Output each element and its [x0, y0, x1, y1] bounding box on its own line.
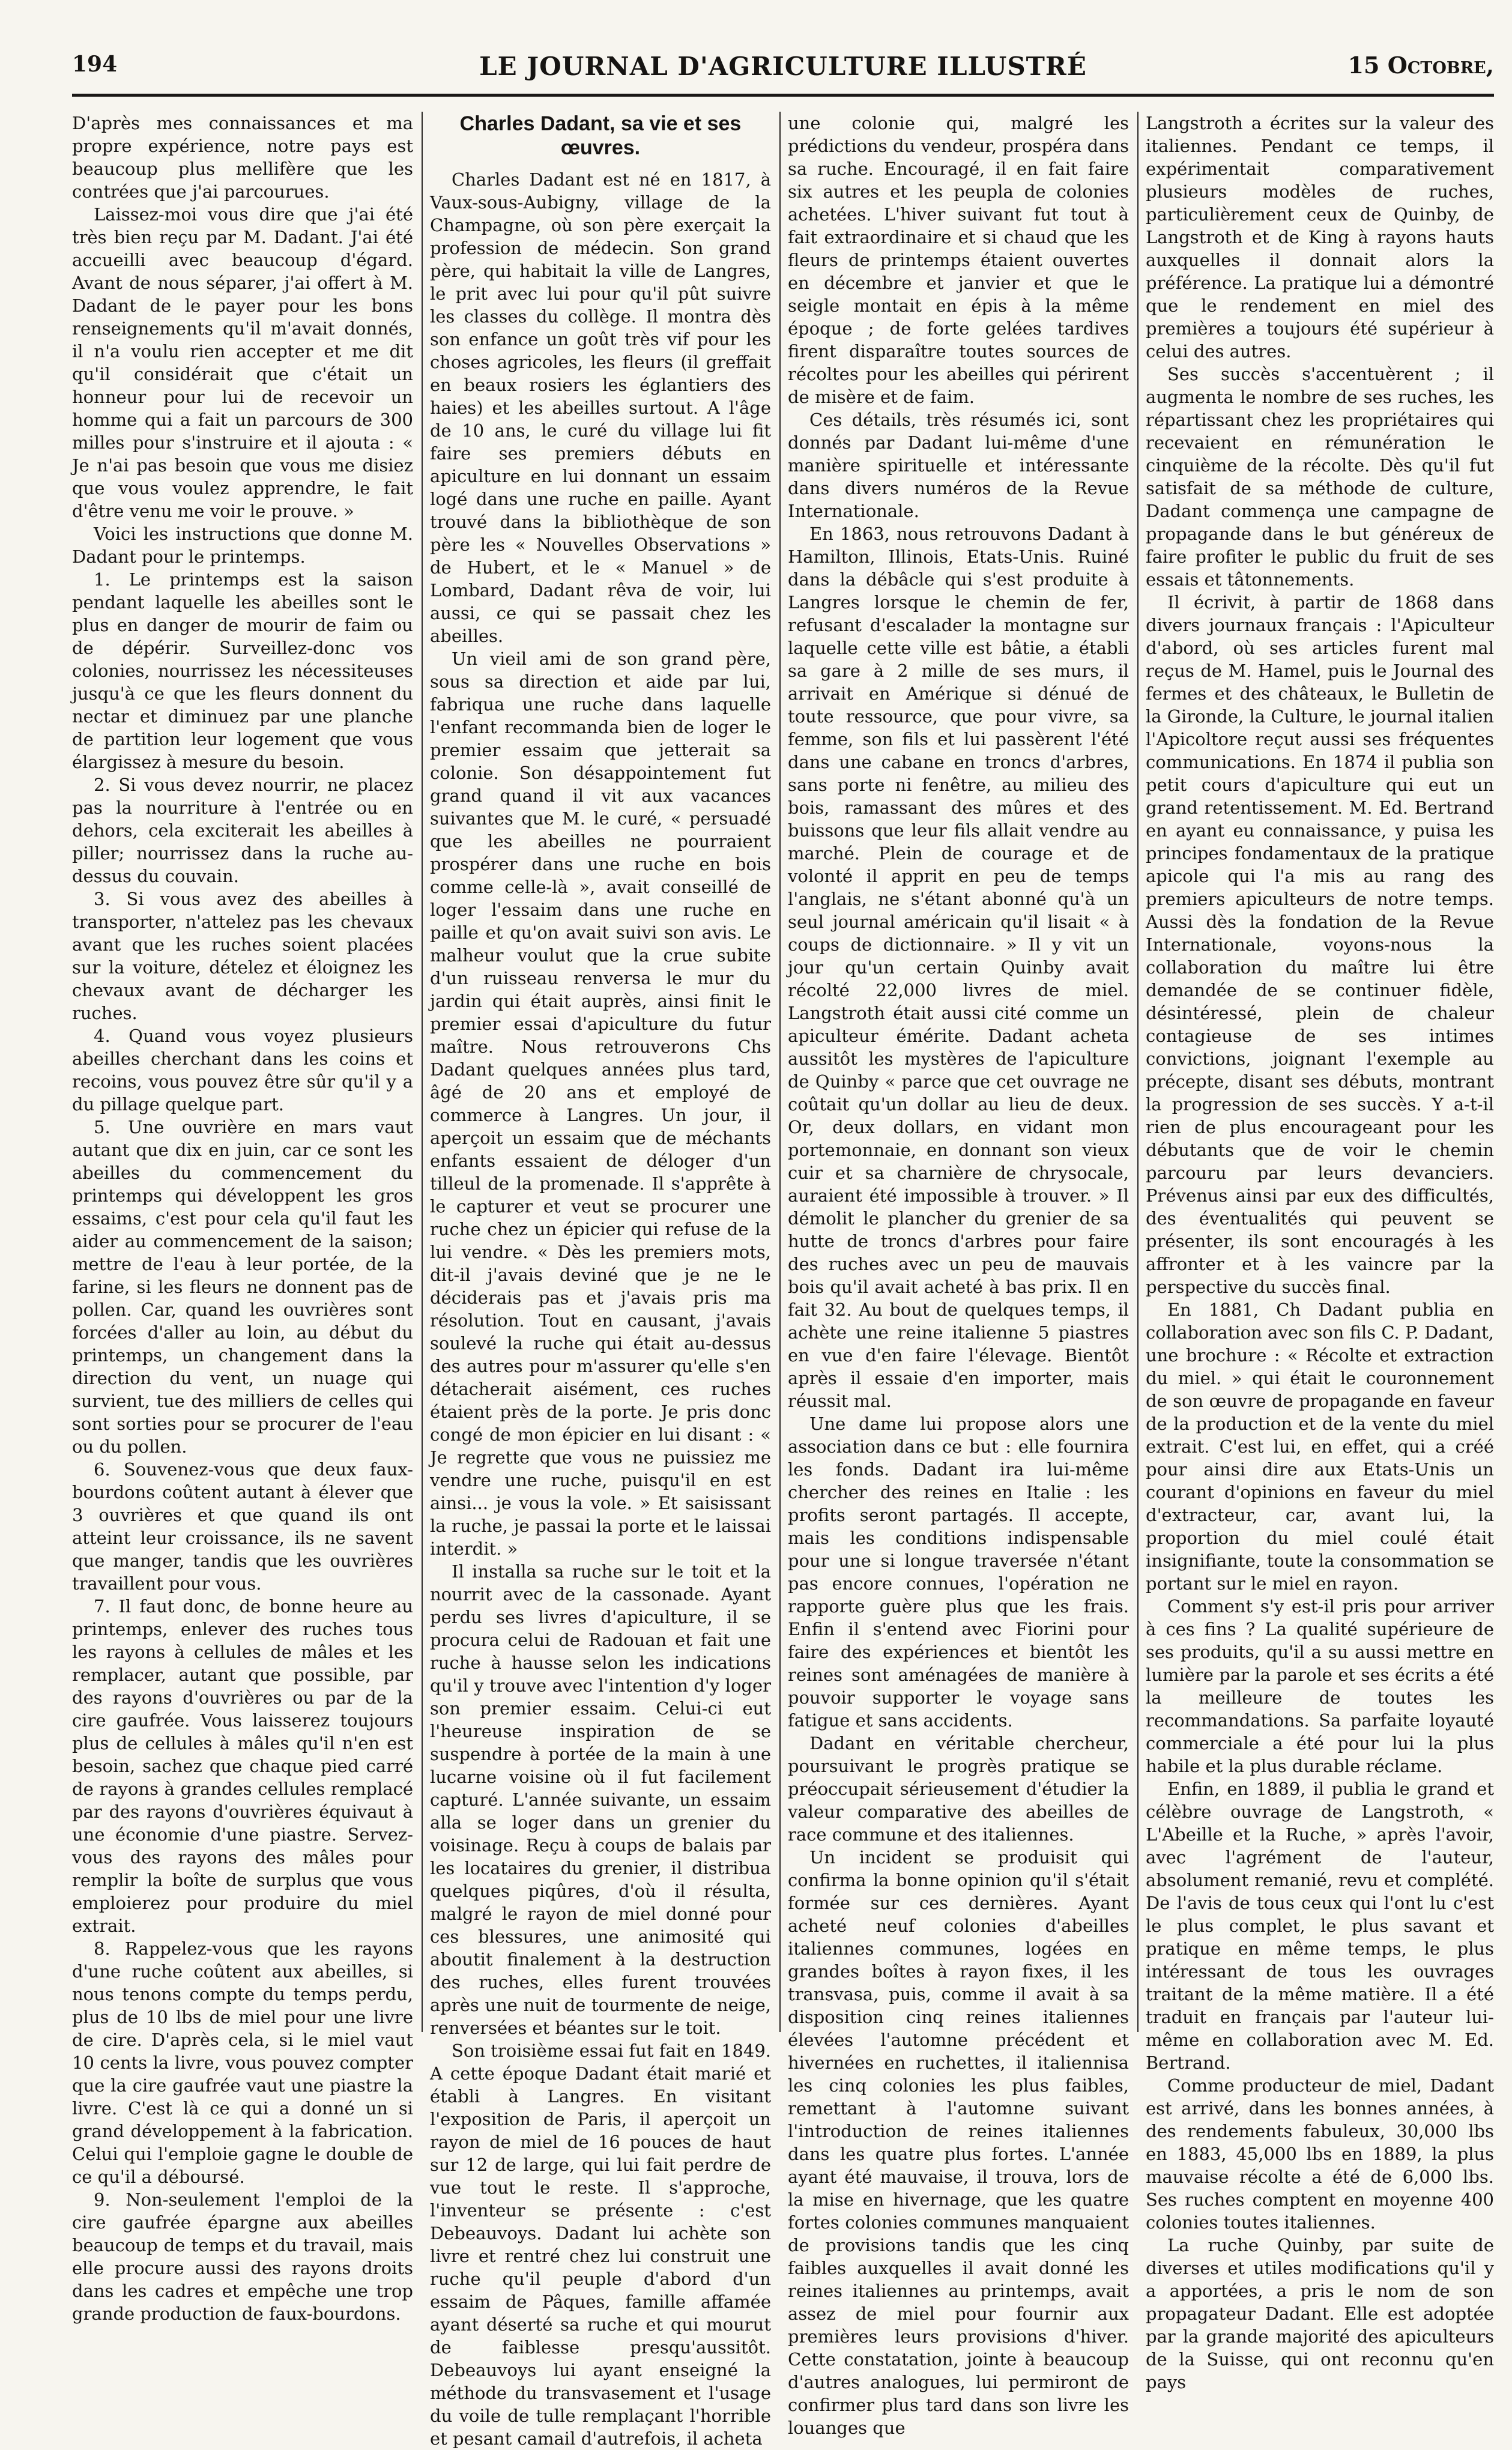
paragraph: 2. Si vous devez nourrir, ne placez pas la nourriture à l'entrée ou en dehors, cela exciterait les abeilles à piller; nourrissez dans la ruche au-dessus du couvain.	[72, 775, 413, 886]
paragraph: Son troisième essai fut fait en 1849. A cette époque Dadant était marié et établi à Langres. En visitant l'exposition de Paris, il aperçoit un rayon de miel de 16 pouces de haut sur 12 de large, qui lui fait perdre de vue tout le reste. Il s'approche, l'inventeur se présente : c'est Debeauvoys. Dadant lui achète son livre et rentré chez lui construit une ruche qu'il peuple d'abord d'un essaim de Pâques, famille affamée ayant déserté sa ruche et qui mourut de faiblesse presqu'aussitôt. Debeauvoys lui ayant enseigné la méthode du transvasement et l'usage du voile de tulle remplaçant l'horrible et pesant camail d'autrefois, il acheta	[430, 2040, 771, 2449]
text-column-2	[430, 112, 771, 2449]
column-divider	[1137, 112, 1139, 2032]
paragraph: Enfin, en 1889, il publia le grand et célèbre ouvrage de Langstroth, « L'Abeille et la Ruche, » après l'avoir, avec l'agrément de l'auteur, absolument remanié, revu et complété. De l'avis de tous ceux qui l'ont lu c'est le plus complet, le plus savant et pratique en même temps, le plus intéressant de tous les ouvrages traitant de la même matière. Il a été traduit en français par l'auteur lui-même en collaboration avec M. Ed. Bertrand.	[1146, 1779, 1494, 2073]
paragraph: Il écrivit, à partir de 1868 dans divers journaux français : l'Apiculteur d'abord, où ses articles furent mal reçus de M. Hamel, puis le Journal des fermes et des châteaux, le Bulletin de la Gironde, la Culture, le journal italien l'Apicoltore reçut aussi ses fréquentes communications. En 1874 il publia son petit cours d'apiculture qui eut un grand retentissement. M. Ed. Bertrand en ayant eu connaissance, y puisa les principes fondamentaux de la pratique apicole qui l'a mis au rang des premiers apiculteurs de notre temps. Aussi dès la fondation de la Revue Internationale, voyons-nous la collaboration du maître lui être demandée de se continuer fidèle, désintéressé, plein de chaleur contagieuse de ses intimes convictions, joignant l'exemple au précepte, disant ses débuts, montrant la progression de ses succès. Y a-t-il rien de plus encourageant pour les débutants que de voir le chemin parcouru par leurs devanciers. Prévenus ainsi par eux des difficultés, des éventualités qui peuvent se présenter, ils sont encouragés à les affronter et à les vaincre par la perspective du succès final.	[1146, 592, 1494, 1297]
text-column-1	[72, 112, 413, 2324]
paragraph: Laissez-moi vous dire que j'ai été très bien reçu par M. Dadant. J'ai été accueilli avec beaucoup d'égard. Avant de nous séparer, j'ai offert à M. Dadant de le payer pour les bons renseignements qu'il m'avait donnés, il n'a voulu rien accepter et me dit qu'il considérait que c'était un honneur pour lui de recevoir un homme qui a fait un parcours de 300 milles pour s'instruire et il ajouta : « Je n'ai pas besoin que vous me disiez que vous voulez apprendre, le fait d'être venu me voir le prouve. »	[72, 204, 413, 521]
text-column-4	[1146, 112, 1494, 2392]
paragraph: Langstroth a écrites sur la valeur des italiennes. Pendant ce temps, il expérimentait comparativement plusieurs modèles de ruches, particulièrement ceux de Quinby, de Langstroth et de King à rayons hauts auxquelles il donnait alors la préférence. La pratique lui a démontré que le rendement en miel des premières a toujours été supérieur à celui des autres.	[1146, 113, 1494, 361]
paragraph: 4. Quand vous voyez plusieurs abeilles cherchant dans les coins et recoins, vous pouvez être sûr qu'il y a du pillage quelque part.	[72, 1026, 413, 1115]
journal-title: LE JOURNAL D'AGRICULTURE ILLUSTRÉ	[479, 52, 1087, 81]
paragraph: Un incident se produisit qui confirma la bonne opinion qu'il s'était formée sur ces dernières. Ayant acheté neuf colonies d'abeilles italiennes communes, logées en grandes boîtes à rayon fixes, il les transvasa, puis, comme il avait à sa disposition cinq reines italiennes élevées l'automne précédent et hivernées en ruchettes, il italiennisa les cinq colonies les plus faibles, remettant à l'automne suivant l'introduction de reines italiennes dans les quatre plus fortes. L'année ayant été mauvaise, il trouva, lors de la mise en hivernage, que les quatre fortes colonies communes manquaient de provisions tandis que les cinq faibles auxquelles il avait donné les reines italiennes au printemps, avait assez de miel pour fournir aux premières leurs provisions d'hiver. Cette constatation, jointe à beaucoup d'autres analogues, lui permiront de confirmer plus tard dans son livre les louanges que	[788, 1847, 1129, 2438]
page-number: 194	[72, 52, 118, 77]
paragraph: Comme producteur de miel, Dadant est arrivé, dans les bonnes années, à des rendements fabuleux, 30,000 lbs en 1883, 45,000 lbs en 1889, la plus mauvaise récolte a été de 6,000 lbs. Ses ruches comptent en moyenne 400 colonies toutes italiennes.	[1146, 2075, 1494, 2233]
paragraph: Un vieil ami de son grand père, sous sa direction et aide par lui, fabriqua une ruche dans laquelle l'enfant recommanda bien de loger le premier essaim que jetterait sa colonie. Son désappointement fut grand quand il vit aux vacances suivantes que M. le curé, « persuadé que les abeilles ne pourraient prospérer dans une ruche en bois comme celle-là », avait conseillé de loger l'essaim dans une ruche en paille et qu'on avait suivi son avis. Le malheur voulut que la crue subite d'un ruisseau renversa le mur du jardin qui était auprès, ainsi finit le premier essai d'apiculture du futur maître. Nous retrouverons Chs Dadant quelques années plus tard, âgé de 20 ans et employé de commerce à Langres. Un jour, il aperçoit un essaim que de méchants enfants essaient de déloger d'un tilleul de la promenade. Il s'apprête à le capturer et veut se procurer une ruche chez un épicier qui refuse de la lui vendre. « Dès les premiers mots, dit-il j'avais deviné que je ne le déciderais pas et j'avais pris ma résolution. Tout en causant, j'avais soulevé la ruche qui était au-dessus des autres pour m'assurer qu'elle s'en détacherait aisément, ces ruches étaient près de la porte. Je pris donc congé de mon épicier en lui disant : « Je regrette que vous ne puissiez me vendre une ruche, puisqu'il en est ainsi... je vous la vole. » Et saisissant la ruche, je passai la porte et le laissai interdit. »	[430, 649, 771, 1559]
paragraph: 5. Une ouvrière en mars vaut autant que dix en juin, car ce sont les abeilles du commencement du printemps qui développent les gros essaims, c'est pour cela qu'il faut les aider au commencement de la saison; mettre de l'eau à leur portée, de la farine, si les fleurs ne donnent pas de pollen. Car, quand les ouvrières sont forcées d'aller au loin, au début du printemps, un changement dans la direction du vent, un nuage qui survient, tue des milliers de celles qui sont sorties pour se procurer de l'eau ou du pollen.	[72, 1117, 413, 1457]
text-column-3	[788, 112, 1129, 2438]
paragraph: 9. Non-seulement l'emploi de la cire gaufrée épargne aux abeilles beaucoup de temps et du travail, mais elle procure aussi des rayons droits dans les cadres et empêche une trop grande production de faux-bourdons.	[72, 2189, 413, 2324]
page-header	[72, 52, 1494, 94]
paragraph: 1. Le printemps est la saison pendant laquelle les abeilles sont le plus en danger de mourir de faim ou de dépérir. Surveillez-donc vos colonies, nourrissez les nécessiteuses jusqu'à ce que les fleurs donnent du nectar et diminuez par une planche de partition leur logement que vous élargissez à mesure du besoin.	[72, 569, 413, 772]
paragraph: Ses succès s'accentuèrent ; il augmenta le nombre de ses ruches, les répartissant chez les propriétaires qui recevaient en rémunération le cinquième de la récolte. Dès qu'il fut satisfait de sa méthode de culture, Dadant commença une campagne de propagande dans le but généreux de faire profiter le public du fruit de ses essais et tâtonnements.	[1146, 364, 1494, 590]
paragraph: Il installa sa ruche sur le toit et la nourrit avec de la cassonade. Ayant perdu ses livres d'apiculture, il se procura celui de Radouan et fait une ruche à hausse selon les indications qu'il y trouve avec l'intention d'y loger son premier essaim. Celui-ci eut l'heureuse inspiration de se suspendre à portée de la main à une lucarne voisine où il fut facilement capturé. L'année suivante, un essaim alla se loger dans un grenier du voisinage. Reçu à coups de balais par les locataires du grenier, il distribua quelques piqûres, d'où il résulta, malgré le rayon de miel donné pour ces blessures, une animosité qui aboutit finalement à la destruction des ruches, elles furent trouvées après une nuit de tourmente de neige, renversées et béantes sur le toit.	[430, 1561, 771, 2038]
paragraph: 6. Souvenez-vous que deux faux-bourdons coûtent autant à élever que 3 ouvrières et que quand ils ont atteint leur croissance, ils ne savent que manger, tandis que les ouvrières travaillent pour vous.	[72, 1459, 413, 1594]
paragraph: Comment s'y est-il pris pour arriver à ces fins ? La qualité supérieure de ses produits, qu'il a su aussi mettre en lumière par la parole et ses écrits a été la meilleure de toutes les recommandations. Sa parfaite loyauté commerciale a été pour lui la plus habile et la plus durable réclame.	[1146, 1596, 1494, 1776]
header-rule	[72, 94, 1494, 97]
column-divider	[422, 112, 423, 2032]
article-heading: Charles Dadant, sa vie et ses œuvres.	[459, 112, 742, 159]
issue-date: 15 Octobre,	[1347, 52, 1494, 79]
paragraph: une colonie qui, malgré les prédictions du vendeur, prospéra dans sa ruche. Encouragé, il en fait faire six autres et les peupla de colonies achetées. L'hiver suivant fut tout à fait extraordinaire et si chaud que les fleurs de printemps étaient ouvertes en décembre et janvier et que le seigle montait en épis à la même époque ; de forte gelées tardives firent disparaître toutes sources de récoltes pour les abeilles qui périrent de misère et de faim.	[788, 113, 1129, 407]
paragraph: 7. Il faut donc, de bonne heure au printemps, enlever des ruches tous les rayons à cellules de mâles et les remplacer, autant que possible, par des rayons d'ouvrières ou par de la cire gaufrée. Vous laisserez toujours plus de cellules à mâles qu'il n'en est besoin, sachez que chaque pied carré de rayons à grandes cellules remplacé par des rayons d'ouvrières équivaut à une économie d'une piastre. Servez-vous des rayons des mâles pour remplir la boîte de surplus que vous emploierez pour produire du miel extrait.	[72, 1596, 413, 1936]
paragraph: Dadant en véritable chercheur, poursuivant le progrès pratique se préoccupait sérieusement d'étudier la valeur comparative des abeilles de race commune et des italiennes.	[788, 1733, 1129, 1845]
paragraph: 8. Rappelez-vous que les rayons d'une ruche coûtent aux abeilles, si nous tenons compte du temps perdu, plus de 10 lbs de miel pour une livre de cire. D'après cela, si le miel vaut 10 cents la livre, vous pouvez compter que la cire gaufrée vaut une piastre la livre. C'est là ce qui a donné un si grand développement à la fabrication. Celui qui l'emploie gagne le double de ce qu'il a déboursé.	[72, 1938, 413, 2187]
paragraph: Ces détails, très résumés ici, sont donnés par Dadant lui-même d'une manière spirituelle et intéressante dans divers numéros de la Revue Internationale.	[788, 410, 1129, 521]
paragraph: La ruche Quinby, par suite de diverses et utiles modifications qu'il y a apportées, a pris le nom de son propagateur Dadant. Elle est adoptée par la grande majorité des apiculteurs de la Suisse, qui ont reconnu qu'en pays	[1146, 2235, 1494, 2392]
paragraph: En 1881, Ch Dadant publia en collaboration avec son fils C. P. Dadant, une brochure : « Récolte et extraction du miel. » qui était le couronnement de son œuvre de propagande en faveur de la production et de la vente du miel extrait. C'est lui, en effet, qui a créé pour ainsi dire aux Etats-Unis un courant d'opinions en faveur du miel d'extracteur, car, avant lui, la proportion du miel coulé était insignifiante, toute la consommation se portant sur le miel en rayon.	[1146, 1299, 1494, 1594]
paragraph: Une dame lui propose alors une association dans ce but : elle fournira les fonds. Dadant ira lui-même chercher des reines en Italie : les profits seront partagés. Il accepte, mais les conditions indispensable pour une si longue traversée n'étant pas encore connues, l'opération ne rapporte guère plus que les frais. Enfin il s'entend avec Fiorini pour faire des expériences et bientôt les reines sont aménagées de manière à pouvoir supporter le voyage sans fatigue et sans accidents.	[788, 1414, 1129, 1731]
paragraph: 3. Si vous avez des abeilles à transporter, n'attelez pas les chevaux avant que les ruches soient placées sur la voiture, dételez et éloignez les chevaux avant de décharger les ruches.	[72, 889, 413, 1023]
paragraph: D'après mes connaissances et ma propre expérience, notre pays est beaucoup plus mellifère que les contrées que j'ai parcourues.	[72, 113, 413, 202]
paragraph: Voici les instructions que donne M. Dadant pour le printemps.	[72, 524, 413, 567]
paragraph: Charles Dadant est né en 1817, à Vaux-sous-Aubigny, village de la Champagne, où son père exerçait la profession de médecin. Son grand père, qui habitait la ville de Langres, le prit avec lui pour qu'il pût suivre les classes du collège. Il montra dès son enfance un goût très vif pour les choses agricoles, les fleurs (il greffait en beaux rosiers les églantiers des haies) et les abeilles surtout. A l'âge de 10 ans, le curé du village lui fit faire ses premiers débuts en apiculture en lui donnant un essaim logé dans une ruche en paille. Ayant trouvé dans la bibliothèque de son père les « Nouvelles Observations » de Hubert, et le « Manuel » de Lombard, Dadant rêva de voir, lui aussi, ce qui se passait chez les abeilles.	[430, 169, 771, 646]
column-divider	[779, 112, 781, 2032]
paragraph: En 1863, nous retrouvons Dadant à Hamilton, Illinois, Etats-Unis. Ruiné dans la débâcle qui s'est produite à Langres lorsque le chemin de fer, refusant d'escalader la montagne sur laquelle cette ville est bâtie, a établi sa gare à 2 mille de ses murs, il arrivait en Amérique si dénué de toute ressource, que pour vivre, sa femme, son fils et lui passèrent l'été dans une cabane en troncs d'arbres, sans porte ni fenêtre, au milieu des bois, ramassant des mûres et des buissons que leur fils allait vendre au marché. Plein de courage et de volonté il apprit en peu de temps l'anglais, ne s'étant abonné qu'à un seul journal américain qu'il lisait « à coups de dictionnaire. » Il y vit un jour qu'un certain Quinby avait récolté 22,000 livres de miel. Langstroth était aussi cité comme un apiculteur émérite. Dadant acheta aussitôt les mystères de l'apiculture de Quinby « parce que cet ouvrage ne coûtait qu'un dollar au lieu de deux. Or, deux dollars, en vidant mon portemonnaie, en donnant son vieux cuir et sa charnière de chrysocale, auraient été impossible à trouver. » Il démolit le plancher du grenier de sa hutte de troncs d'arbres pour faire des ruches avec un peu de mauvais bois qu'il avait acheté à bas prix. Il en fait 32. Au bout de quelques temps, il achète une reine italienne 5 piastres en vue d'en faire l'élevage. Bientôt après il essaie d'en importer, mais réussit mal.	[788, 524, 1129, 1411]
